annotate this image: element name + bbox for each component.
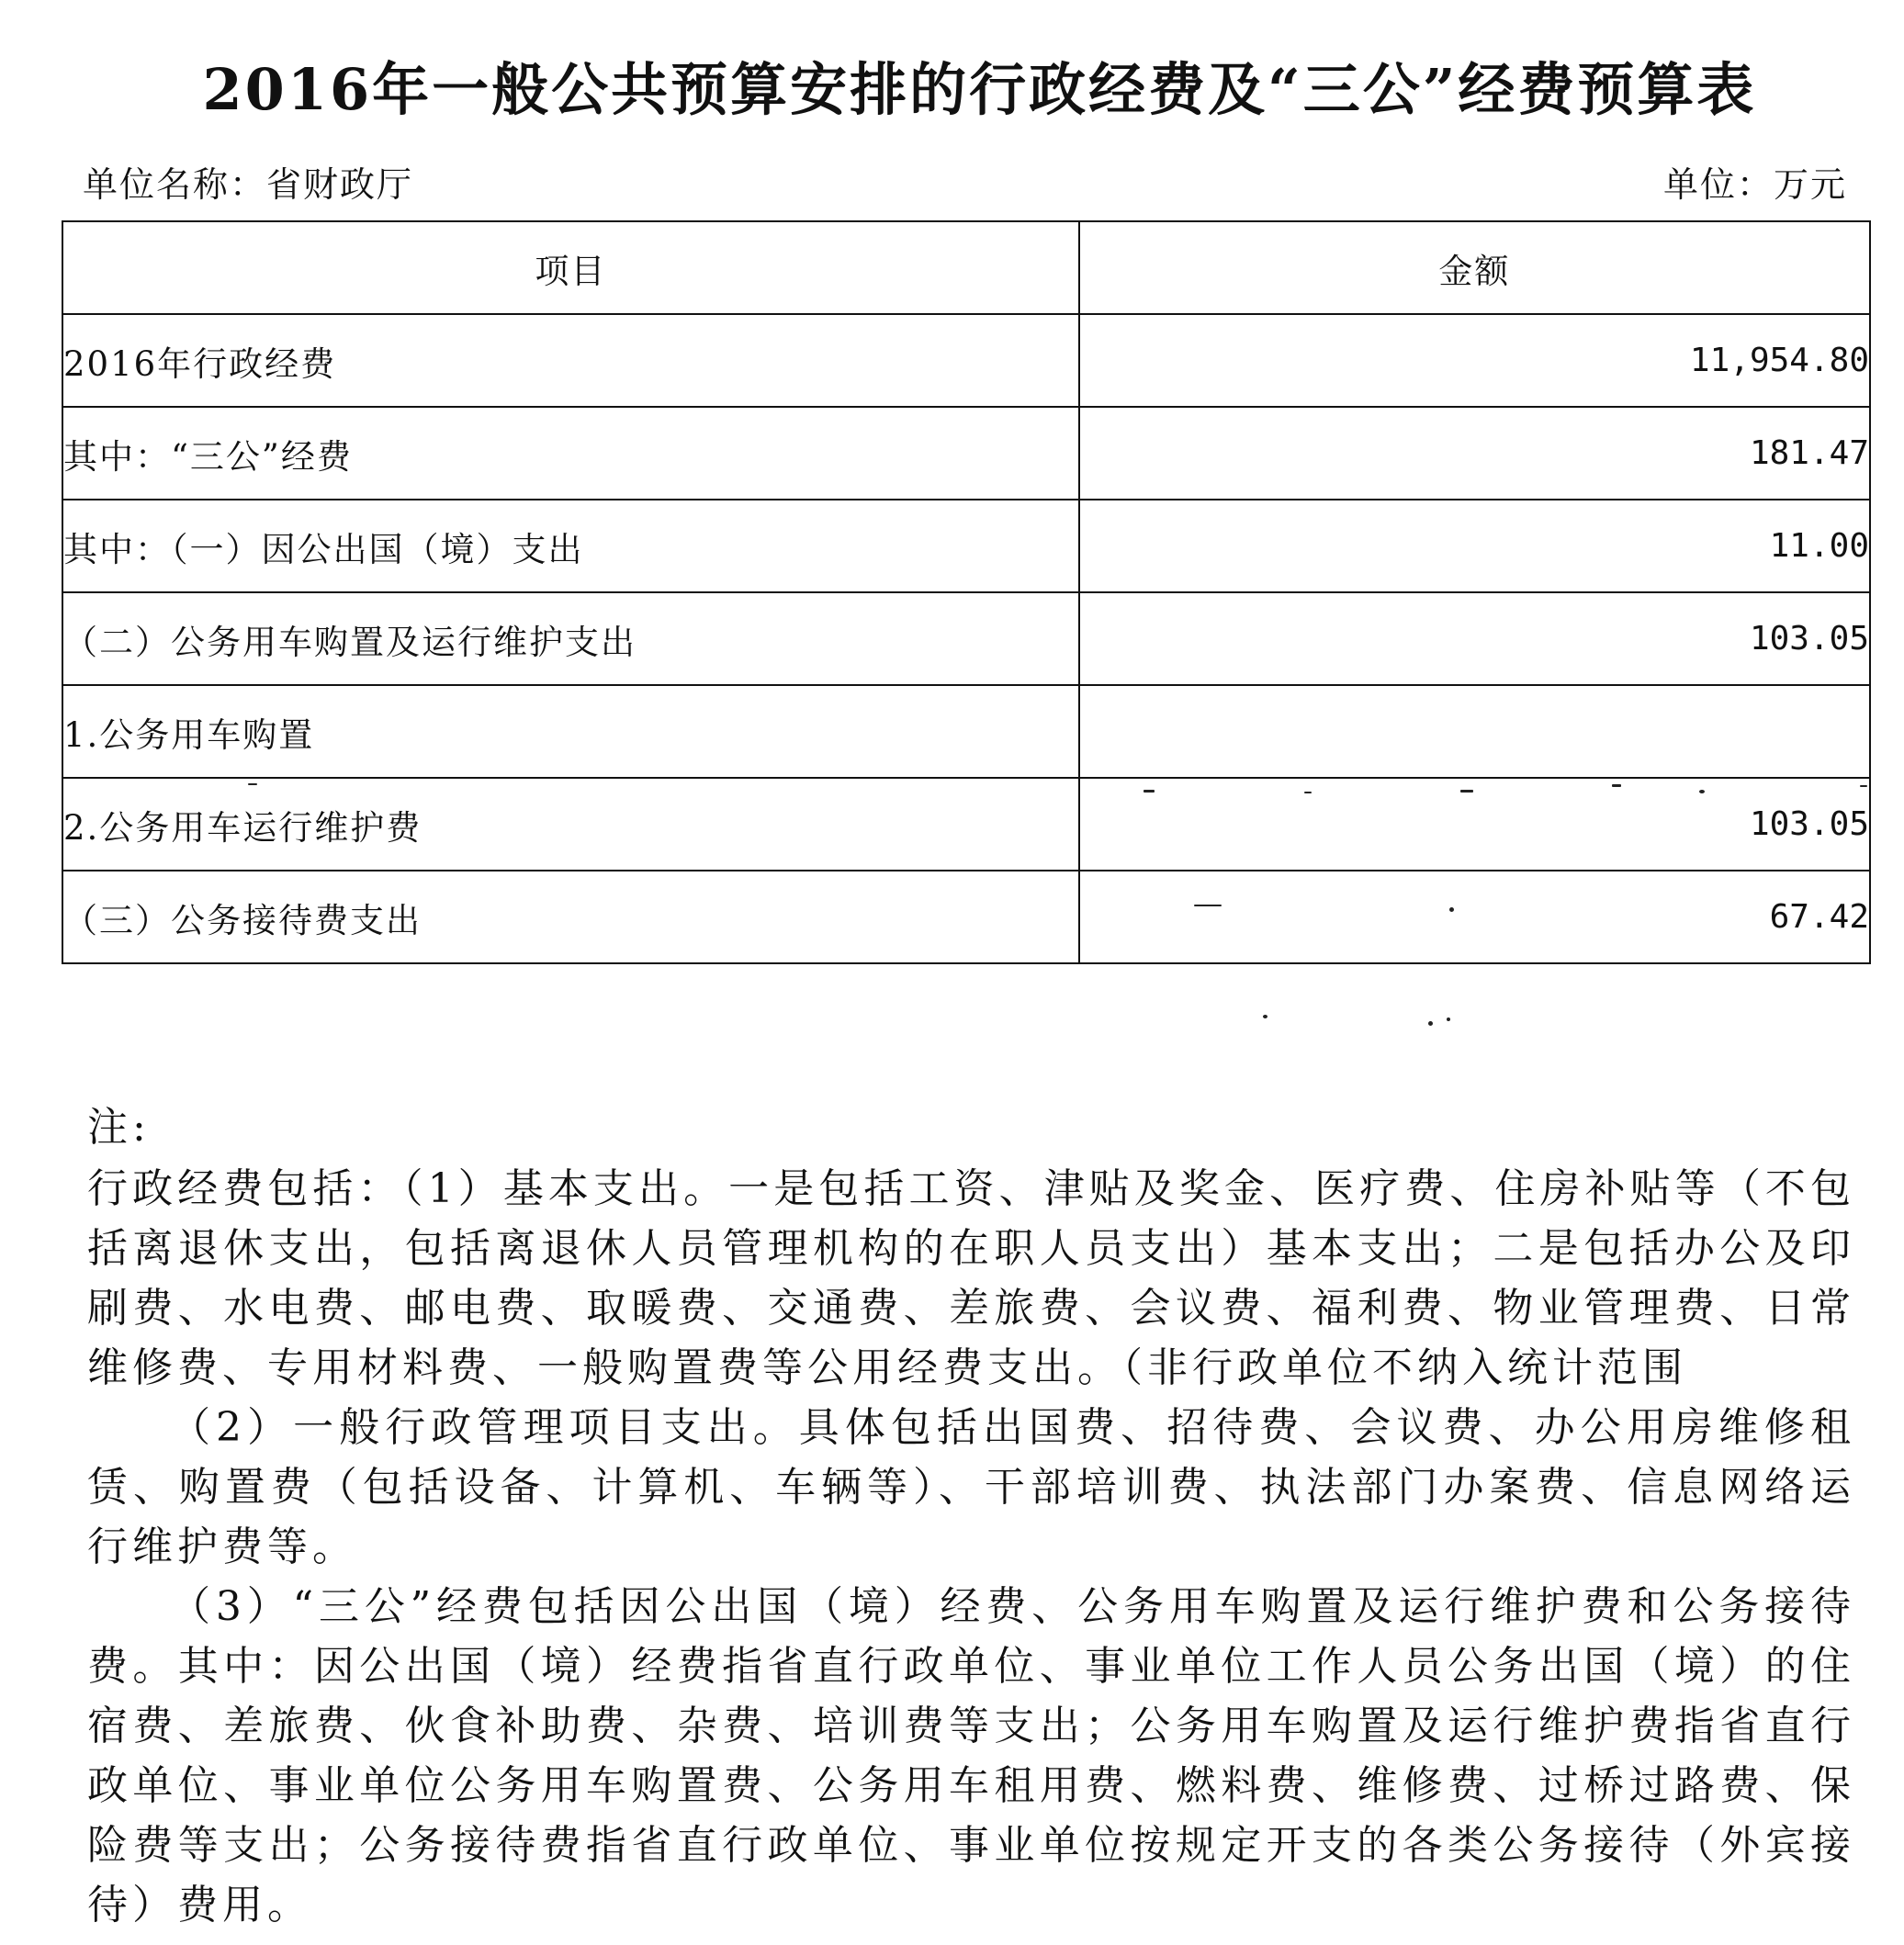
row-amount bbox=[1079, 685, 1870, 778]
page-title: 2016年一般公共预算安排的行政经费及“三公”经费预算表 bbox=[202, 56, 1757, 123]
row-amount: 11.00 bbox=[1079, 500, 1870, 592]
row-amount: 181.47 bbox=[1079, 407, 1870, 500]
table-row bbox=[62, 500, 1870, 592]
table-row bbox=[62, 685, 1870, 778]
notes-section bbox=[87, 1097, 1855, 1935]
scan-speck bbox=[1304, 792, 1312, 793]
header-item: 项目 bbox=[62, 221, 1079, 314]
scan-speck bbox=[1612, 784, 1621, 787]
row-amount: 103.05 bbox=[1079, 778, 1870, 871]
row-item: 2.公务用车运行维护费 bbox=[62, 778, 1079, 871]
scan-speck bbox=[1428, 1021, 1433, 1026]
scan-speck bbox=[1263, 1015, 1267, 1018]
row-item: （二）公务用车购置及运行维护支出 bbox=[62, 592, 1079, 685]
row-item: 2016年行政经费 bbox=[62, 314, 1079, 407]
row-item: （三）公务接待费支出 bbox=[62, 871, 1079, 963]
row-amount: 67.42 bbox=[1079, 871, 1870, 963]
row-item: 1.公务用车购置 bbox=[62, 685, 1079, 778]
table-row bbox=[62, 592, 1870, 685]
scan-speck bbox=[1449, 907, 1454, 912]
unit-name: 单位名称：省财政厅 bbox=[83, 164, 414, 205]
table-row bbox=[62, 778, 1870, 871]
scan-speck bbox=[1144, 790, 1155, 793]
notes-heading: 注: bbox=[87, 1104, 151, 1151]
scan-speck bbox=[1447, 1017, 1450, 1021]
row-amount: 103.05 bbox=[1079, 592, 1870, 685]
scan-speck bbox=[248, 783, 257, 785]
scan-speck bbox=[1860, 785, 1867, 787]
row-amount: 11,954.80 bbox=[1079, 314, 1870, 407]
scan-speck bbox=[1194, 905, 1222, 906]
scan-speck bbox=[1460, 790, 1473, 793]
table-header-row bbox=[62, 221, 1870, 314]
budget-table bbox=[62, 220, 1871, 964]
notes-paragraph-2: （2）一般行政管理项目支出。具体包括出国费、招待费、会议费、办公用房维修租赁、购置费（包括设备、计算机、车辆等）、干部培训费、执法部门办案费、信息网络运行维护费等。 bbox=[87, 1404, 1855, 1570]
scan-speck bbox=[1699, 790, 1705, 793]
table-row bbox=[62, 314, 1870, 407]
table-row bbox=[62, 407, 1870, 500]
row-item: 其中：（一）因公出国（境）支出 bbox=[62, 500, 1079, 592]
notes-paragraph-3: （3）“三公”经费包括因公出国（境）经费、公务用车购置及运行维护费和公务接待费。其中：因公出国（境）经费指省直行政单位、事业单位工作人员公务出国（境）的住宿费、差旅费、伙食补助费、杂费、培训费等支出；公务用车购置及运行维护费指省直行政单位、事业单位公务用车购置费、公务用车租用费、燃料费、维修费、过桥过路费、保险费等支出；公务接待费指省直行政单位、事业单位按规定开支的各类公务接待（外宾接待）费用。 bbox=[87, 1583, 1855, 1928]
table-row bbox=[62, 871, 1870, 963]
row-item: 其中：“三公”经费 bbox=[62, 407, 1079, 500]
header-amount: 金额 bbox=[1079, 221, 1870, 314]
unit-currency: 单位：万元 bbox=[1662, 164, 1847, 205]
notes-paragraph-1: 行政经费包括：（1）基本支出。一是包括工资、津贴及奖金、医疗费、住房补贴等（不包括离退休支出，包括离退休人员管理机构的在职人员支出）基本支出；二是包括办公及印刷费、水电费、邮电费、取暖费、交通费、差旅费、会议费、福利费、物业管理费、日常维修费、专用材料费、一般购置费等公用经费支出。（非行政单位不纳入统计范围 bbox=[87, 1165, 1855, 1391]
